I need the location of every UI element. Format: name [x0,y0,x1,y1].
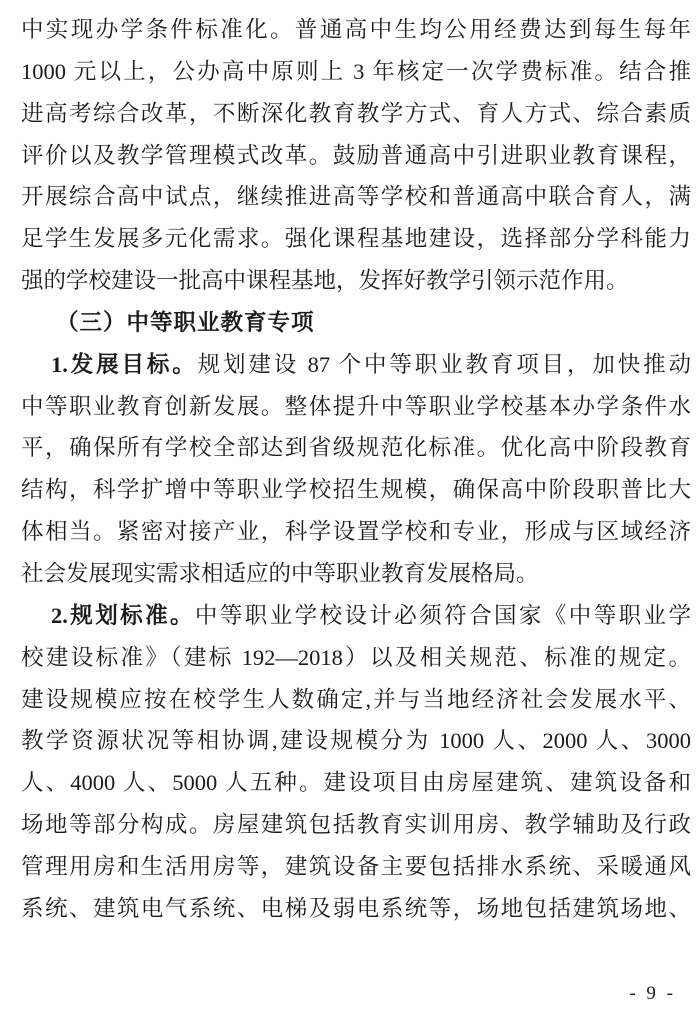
text-line: 平，确保所有学校全部达到省级规范化标准。优化高中阶段教育 [21,435,691,461]
text-line: 评价以及教学管理模式改革。鼓励普通高中引进职业教育课程， [21,142,691,168]
text-line: 中实现办学条件标准化。普通高中生均公用经费达到每生每年 [21,17,691,42]
text-line: 1000 元以上，公办高中原则上 3 年核定一次学费标准。结合推 [21,58,691,84]
text-line: 教学资源状况等相协调,建设规模分为 1000 人、2000 人、3000 [21,728,691,754]
text-line: 1.发展目标。规划建设 87 个中等职业教育项目，加快推动 [51,351,691,377]
text-line: 足学生发展多元化需求。强化课程基地建设，选择部分学科能力 [21,226,691,252]
page-number: - 9 - [629,983,676,1004]
text-line: 系统、建筑电气系统、电梯及弱电系统等，场地包括建筑场地、 [21,895,691,921]
text-line: 开展综合高中试点，继续推进高等学校和普通高中联合育人，满 [21,184,691,210]
paragraph-lead-bold: 2.规划标准。 [51,602,195,628]
text-line: 强的学校建设一批高中课程基地，发挥好教学引领示范作用。 [21,268,629,294]
document-body [21,9,691,930]
section-heading: （三）中等职业教育专项 [56,309,315,335]
text-line: 体相当。紧密对接产业，科学设置学校和专业，形成与区域经济 [21,519,691,545]
text-line: 校建设标准》（建标 192—2018）以及相关规范、标准的规定。 [21,644,691,670]
text-line: 场地等部分构成。房屋建筑包括教育实训用房、教学辅助及行政 [21,812,691,838]
paragraph-lead-bold: 1.发展目标。 [51,351,198,377]
text-line: 2.规划标准。中等职业学校设计必须符合国家《中等职业学 [51,602,691,628]
text-line: 结构，科学扩增中等职业学校招生规模，确保高中阶段职普比大 [21,477,691,503]
text-line: 管理用房和生活用房等，建筑设备主要包括排水系统、采暖通风 [21,853,691,879]
text-line: 中等职业教育创新发展。整体提升中等职业学校基本办学条件水 [21,393,691,419]
text-line: 建设规模应按在校学生人数确定,并与当地经济社会发展水平、 [21,686,691,712]
text-line: 人、4000 人、5000 人五种。建设项目由房屋建筑、建筑设备和 [21,770,691,796]
text-line: 社会发展现实需求相适应的中等职业教育发展格局。 [21,560,539,586]
text-line: 进高考综合改革，不断深化教育教学方式、育人方式、综合素质 [21,100,691,126]
